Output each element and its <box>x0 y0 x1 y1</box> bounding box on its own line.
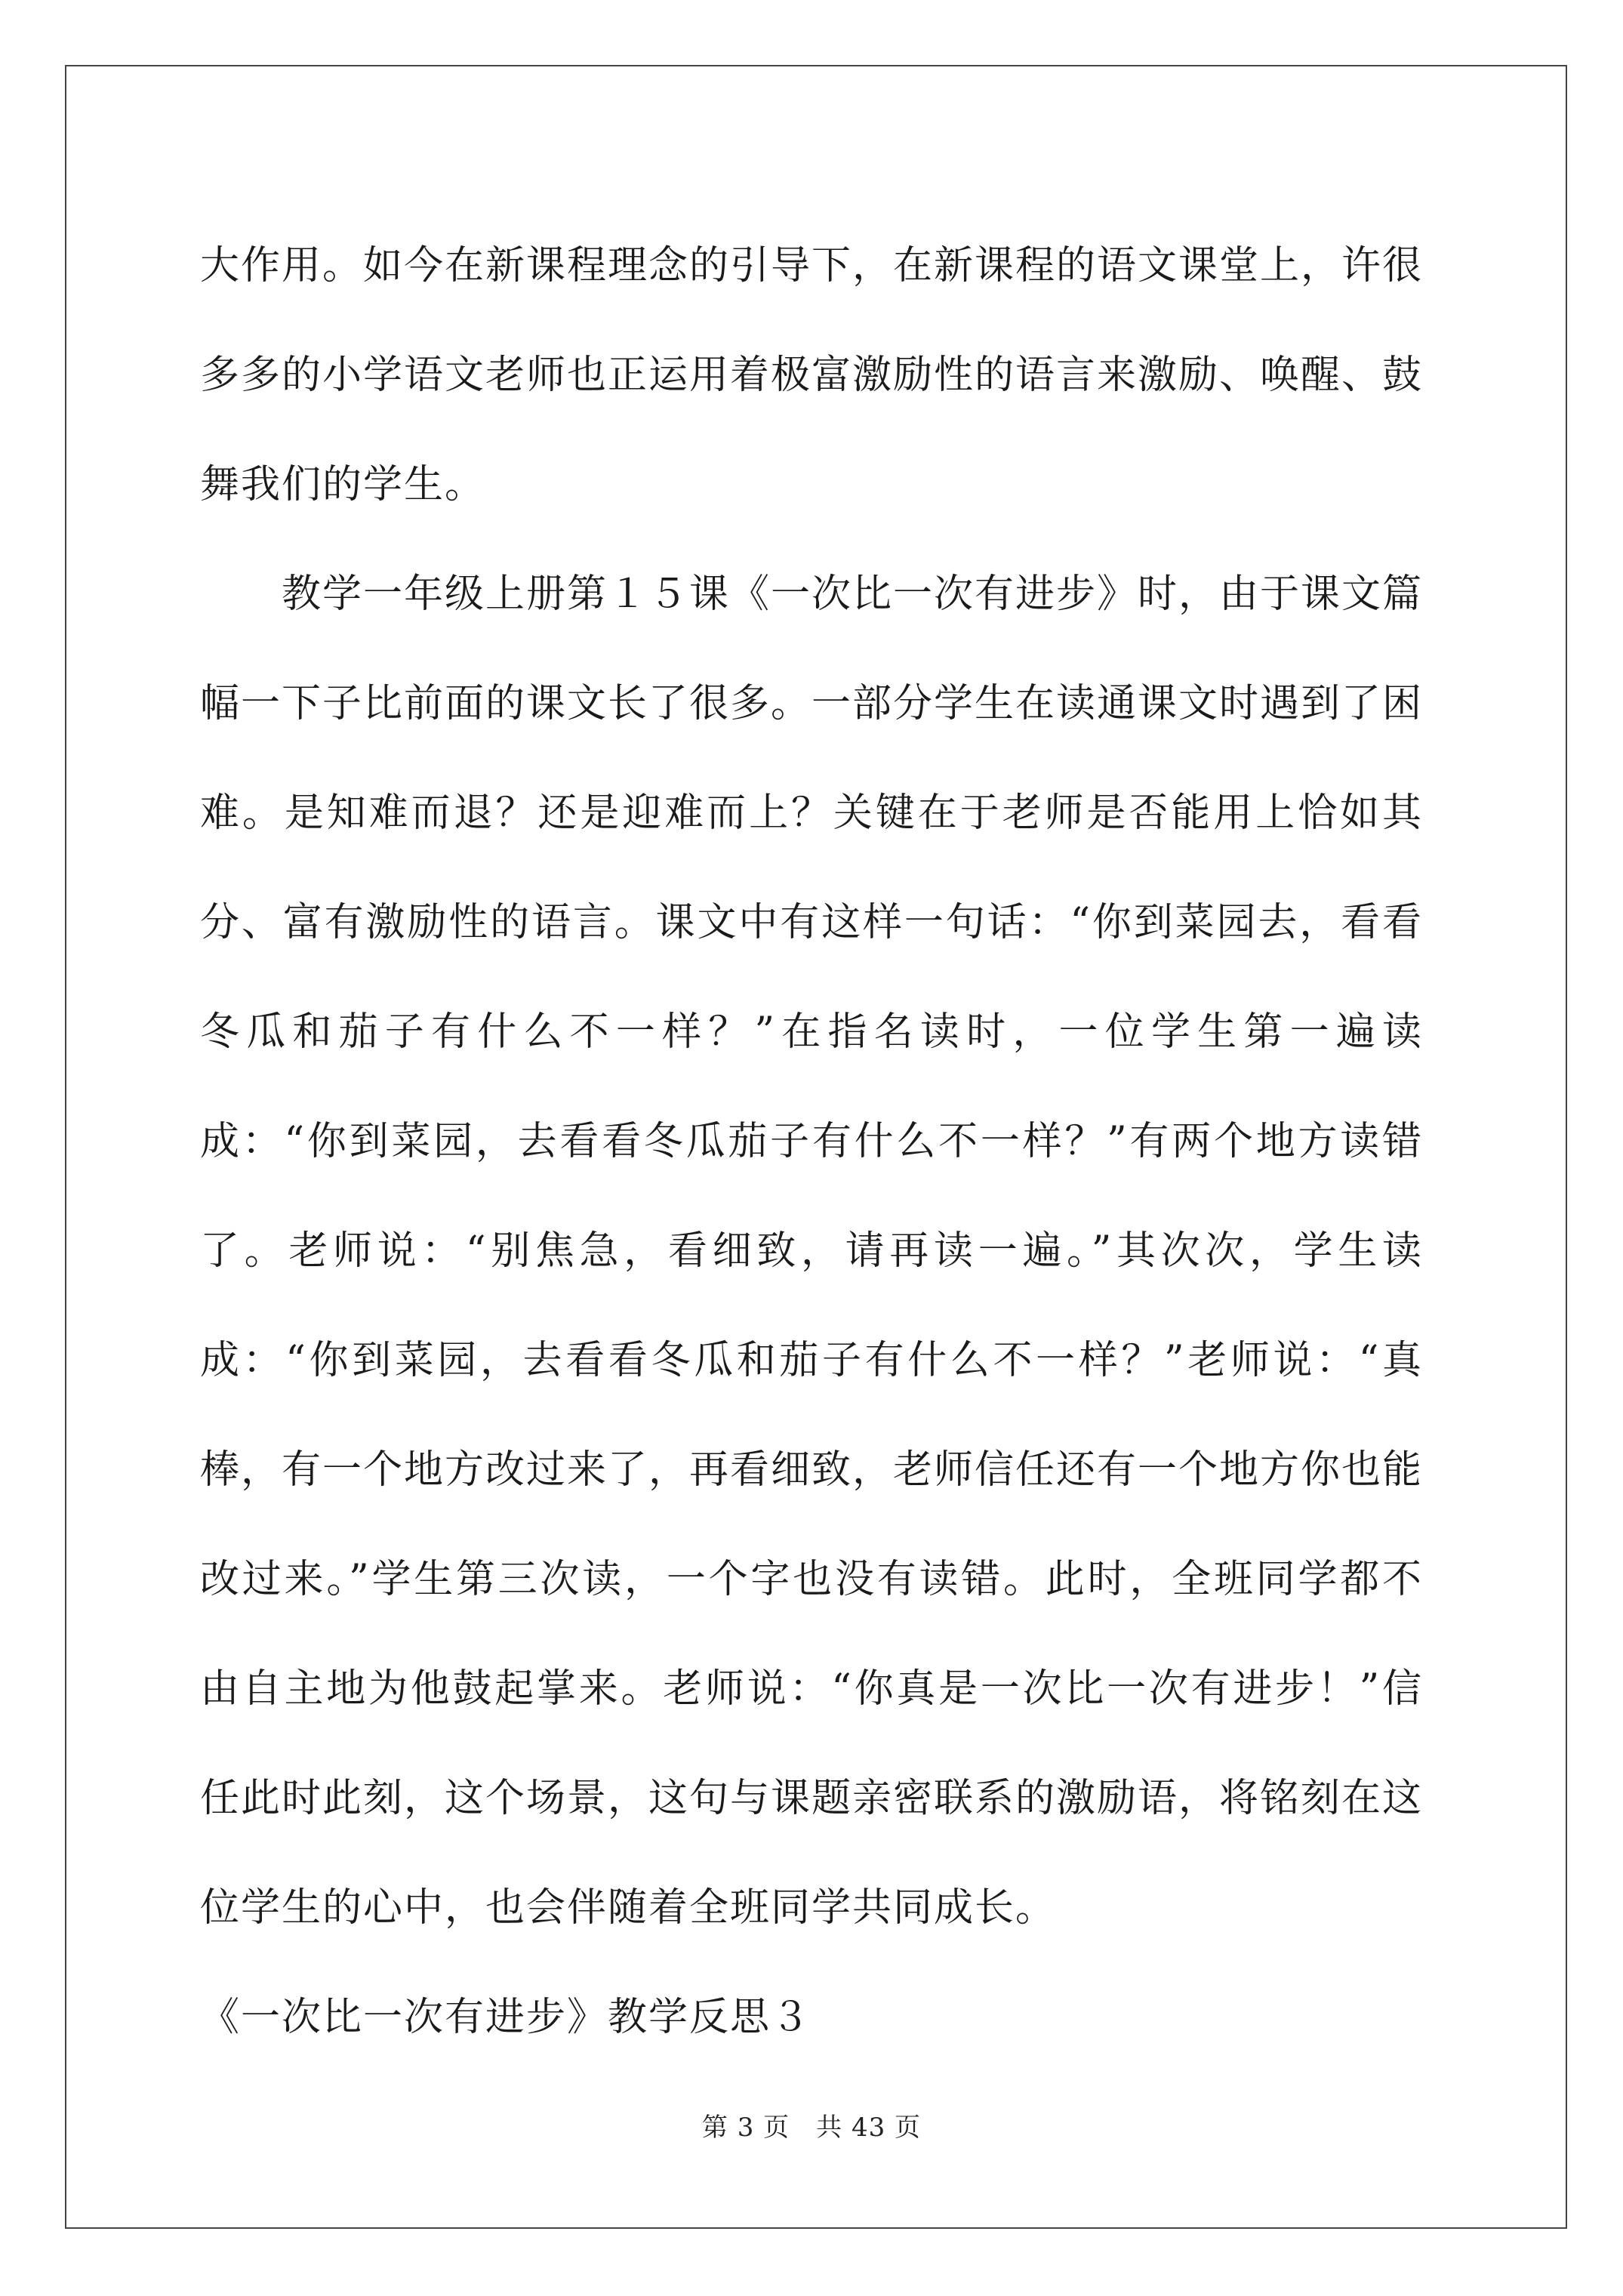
paragraph-1: 大作用。如今在新课程理念的引导下，在新课程的语文课堂上，许很多多的小学语文老师也正运用着极富激励性的语言来激励、唤醒、鼓舞我们的学生。 <box>200 243 1424 507</box>
section-heading: 《一次比一次有进步》教学反思３ <box>200 1995 812 2040</box>
page-number: 第 3 页 共 43 页 <box>701 2113 922 2143</box>
document-body <box>200 211 1423 2073</box>
paragraph-2: 教学一年级上册第１５课《一次比一次有进步》时，由于课文篇幅一下子比前面的课文长了很多。一部分学生在读通课文时遇到了困难。是知难而退？还是迎难而上？关键在于老师是否能用上恰如其分、富有激励性的语言。课文中有这样一句话：“你到菜园去，看看冬瓜和茄子有什么不一样？”在指名读时，一位学生第一遍读成：“你到菜园，去看看冬瓜茄子有什么不一样？”有两个地方读错了。老师说：“别焦急，看细致，请再读一遍。”其次次，学生读成：“你到菜园，去看看冬瓜和茄子有什么不一样？”老师说：“真棒，有一个地方改过来了，再看细致，老师信任还有一个地方你也能改过来。”学生第三次读，一个字也没有读错。此时，全班同学都不由自主地为他鼓起掌来。老师说：“你真是一次比一次有进步！”信任此时此刻，这个场景，这句与课题亲密联系的激励语，将铭刻在这位学生的心中，也会伴随着全班同学共同成长。 <box>200 572 1424 1931</box>
